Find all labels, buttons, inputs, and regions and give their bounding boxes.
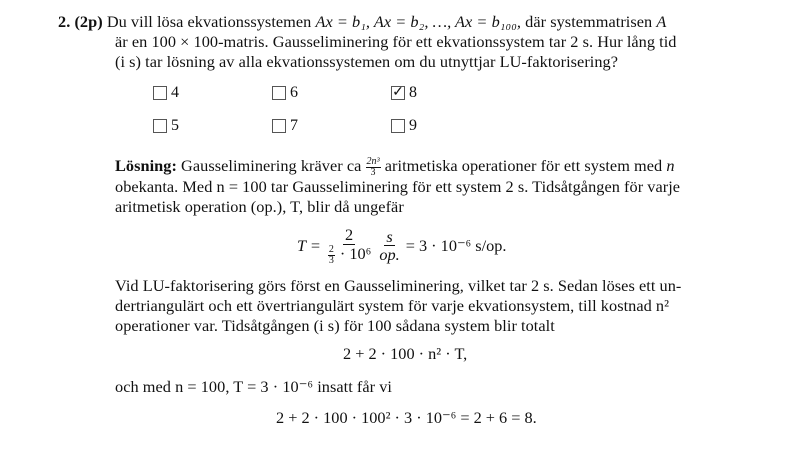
unit-numerator: s bbox=[386, 226, 393, 246]
unit-denominator: op. bbox=[379, 245, 400, 265]
option-label: 9 bbox=[409, 117, 417, 134]
option-6[interactable] bbox=[272, 84, 298, 102]
option-8[interactable] bbox=[391, 84, 417, 102]
equation-T bbox=[297, 226, 507, 266]
question-line-2: är en 100 × 100-matris. Gausseliminering för ett ekvationssystem tar 2 s. Hur lång tid bbox=[115, 32, 677, 51]
question-text-1b: där systemmatrisen bbox=[521, 12, 657, 31]
question-matrix-symbol: A bbox=[656, 12, 667, 31]
option-label: 5 bbox=[171, 117, 179, 134]
fraction-numerator: 2n³ bbox=[366, 155, 380, 167]
eq-main-fraction bbox=[325, 226, 374, 266]
eq-denominator bbox=[325, 245, 374, 266]
solution-text: aritmetiska operationer för ett system med bbox=[380, 156, 667, 175]
equation-result: 2 + 2 · 100 · 100² · 3 · 10⁻⁶ = 2 + 6 = 8. bbox=[276, 408, 537, 427]
checkbox-5[interactable] bbox=[153, 119, 167, 133]
solution-line-3: aritmetisk operation (op.), T, blir då ungefär bbox=[115, 197, 404, 216]
option-9[interactable] bbox=[391, 117, 417, 135]
equation-total-time: 2 + 2 · 100 · n² · T, bbox=[343, 344, 468, 363]
checkbox-4[interactable] bbox=[153, 86, 167, 100]
solution-p2-line-1: Vid LU-faktorisering görs först en Gausseliminering, vilket tar 2 s. Sedan löses ett un- bbox=[115, 276, 682, 295]
checkbox-9[interactable] bbox=[391, 119, 405, 133]
question-points: (2p) bbox=[74, 12, 103, 31]
ops-fraction bbox=[366, 157, 381, 178]
fraction-denominator: 3 bbox=[370, 166, 376, 178]
fraction-numerator: 2 bbox=[328, 243, 334, 255]
question-equations: Ax = b₁, Ax = b₂, …, Ax = b₁₀₀, bbox=[315, 12, 522, 31]
check-icon: ✓ bbox=[392, 85, 404, 100]
variable-n: n bbox=[666, 156, 675, 175]
option-4[interactable] bbox=[153, 84, 179, 102]
solution-heading: Lösning: bbox=[115, 156, 177, 175]
checkbox-6[interactable] bbox=[272, 86, 286, 100]
solution-p2-line-3: operationer var. Tidsåtgången (i s) för 100 sådana system blir totalt bbox=[115, 316, 555, 335]
option-label: 7 bbox=[290, 117, 298, 134]
option-label: 6 bbox=[290, 84, 298, 101]
checkbox-7[interactable] bbox=[272, 119, 286, 133]
question-text-1a: Du vill lösa ekvationssystemen bbox=[106, 12, 316, 31]
eq-lhs: T = bbox=[297, 235, 321, 255]
two-thirds-fraction bbox=[327, 245, 336, 266]
question-line-1 bbox=[58, 12, 666, 32]
eq-rhs: = 3 · 10⁻⁶ s/op. bbox=[405, 235, 507, 255]
solution-line-2: obekanta. Med n = 100 tar Gausseliminering för ett system 2 s. Tidsåtgången för varje bbox=[115, 177, 681, 196]
solution-p2-line-2: dertriangulärt och ett övertriangulärt system för varje ekvationsystem, till kostnad n² bbox=[115, 296, 670, 315]
option-7[interactable] bbox=[272, 117, 298, 135]
solution-text: Gausseliminering kräver ca bbox=[176, 156, 366, 175]
solution-p3: och med n = 100, T = 3 · 10⁻⁶ insatt får vi bbox=[115, 377, 393, 396]
solution-line-1 bbox=[115, 156, 675, 178]
fraction-denominator: 3 bbox=[328, 254, 334, 266]
eq-den-rest: · 10⁶ bbox=[339, 244, 372, 264]
option-5[interactable] bbox=[153, 117, 179, 135]
eq-numerator: 2 bbox=[345, 225, 354, 244]
option-label: 4 bbox=[171, 84, 179, 101]
eq-unit-fraction bbox=[377, 228, 401, 265]
checkbox-8[interactable] bbox=[391, 86, 405, 100]
option-label: 8 bbox=[409, 84, 417, 101]
question-line-3: (i s) tar lösning av alla ekvationssystemen om du utnyttjar LU-faktorisering? bbox=[115, 52, 619, 71]
question-number: 2. bbox=[58, 12, 71, 31]
